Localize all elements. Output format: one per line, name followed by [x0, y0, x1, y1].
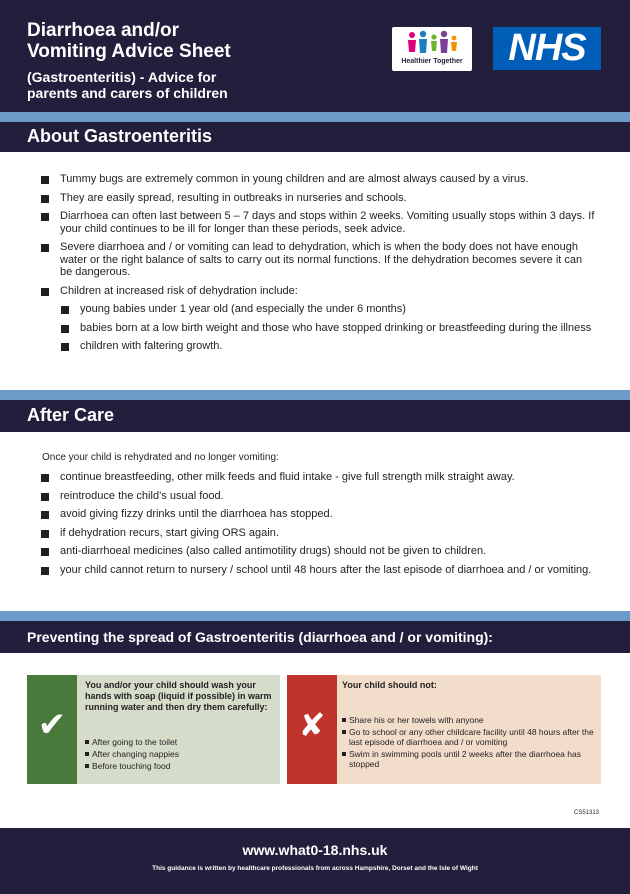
divider-band	[0, 390, 630, 400]
divider-band	[0, 112, 630, 122]
title-line-2: Vomiting Advice Sheet	[27, 41, 231, 62]
sublist-item: babies born at a low birth weight and those who have stopped drinking or breastfeeding during the illness	[60, 322, 595, 335]
document-code: CS51313	[574, 810, 600, 816]
aftercare-list	[40, 471, 595, 582]
header	[0, 0, 630, 112]
risk-sublist	[60, 303, 595, 353]
do-panel	[27, 675, 280, 784]
list-item: Share his or her towels with anyone	[342, 715, 594, 725]
tick-box	[27, 675, 77, 784]
sublist-item: children with faltering growth.	[60, 340, 595, 353]
list-item: if dehydration recurs, start giving ORS again.	[40, 527, 595, 540]
subtitle-line-1: (Gastroenteritis) - Advice for	[27, 69, 217, 85]
partner-logo-text: Healthier Together	[401, 58, 463, 65]
list-item: Swim in swimming pools until 2 weeks after the diarrhoea has stopped	[342, 749, 594, 769]
subtitle-line-2: parents and carers of children	[27, 85, 228, 101]
about-title: About Gastroenteritis	[27, 126, 213, 146]
nhs-logo: NHS	[493, 27, 601, 70]
do-heading: You and/or your child should wash your hands with soap (liquid if possible) in warm running water and then dry them carefully:	[85, 680, 272, 712]
list-item: continue breastfeeding, other milk feeds and fluid intake - give full strength milk straight away.	[40, 471, 595, 484]
divider-band	[0, 611, 630, 621]
healthier-together-logo	[392, 27, 472, 71]
list-item: After changing nappies	[85, 749, 275, 759]
aftercare-title: After Care	[27, 405, 115, 425]
cross-icon: ✘	[298, 707, 326, 743]
do-list	[85, 737, 275, 773]
list-item: Severe diarrhoea and / or vomiting can lead to dehydration, which is when the body does not have enough water or the right balance of salts to carry out its normal functions. If the dehydration becomes severe it can be dangerous.	[40, 241, 595, 279]
list-item: Diarrhoea can often last between 5 – 7 days and stops within 2 weeks. Vomiting usually stops within 3 days. If your child continues to be ill for longer than these periods, seek advice.	[40, 210, 595, 235]
list-item: reintroduce the child’s usual food.	[40, 490, 595, 503]
title-line-1: Diarrhoea and/or	[27, 20, 180, 41]
dont-list	[342, 715, 594, 771]
footer	[0, 828, 630, 894]
footer-note: This guidance is written by healthcare professionals from across Hampshire, Dorset and the Isle of Wight	[152, 865, 478, 872]
page-title	[27, 20, 357, 62]
family-icon	[404, 29, 460, 59]
prevent-section-header	[0, 621, 630, 653]
about-section-header	[0, 122, 630, 152]
list-item: Children at increased risk of dehydration include: young babies under 1 year old (and especially the under 6 months) babies born at a low birth weight and those who have stopped drinking or breastfeeding during the illness children with faltering growth.	[40, 285, 595, 353]
tick-icon: ✔	[37, 706, 67, 744]
list-item: Tummy bugs are extremely common in young children and are almost always caused by a virus.	[40, 173, 595, 186]
cross-box	[287, 675, 337, 784]
aftercare-intro: Once your child is rehydrated and no longer vomiting:	[42, 452, 279, 463]
page-subtitle	[27, 69, 357, 101]
list-item: avoid giving fizzy drinks until the diarrhoea has stopped.	[40, 508, 595, 521]
list-item: They are easily spread, resulting in outbreaks in nurseries and schools.	[40, 192, 595, 205]
list-item: anti-diarrhoeal medicines (also called antimotility drugs) should not be given to children.	[40, 545, 595, 558]
footer-url-link[interactable]: www.what0-18.nhs.uk	[242, 842, 388, 858]
prevent-title: Preventing the spread of Gastroenteritis (diarrhoea and / or vomiting):	[27, 629, 493, 645]
list-item: your child cannot return to nursery / school until 48 hours after the last episode of diarrhoea and / or vomiting.	[40, 564, 595, 577]
sublist-item: young babies under 1 year old (and especially the under 6 months)	[60, 303, 595, 316]
list-item: Before touching food	[85, 761, 275, 771]
dont-heading: Your child should not:	[342, 680, 437, 690]
list-item: After going to the toilet	[85, 737, 275, 747]
about-list	[40, 173, 595, 359]
list-item: Go to school or any other childcare facility until 48 hours after the last episode of diarrhoea and / or vomiting	[342, 727, 594, 747]
dont-panel	[287, 675, 601, 784]
aftercare-section-header	[0, 400, 630, 432]
